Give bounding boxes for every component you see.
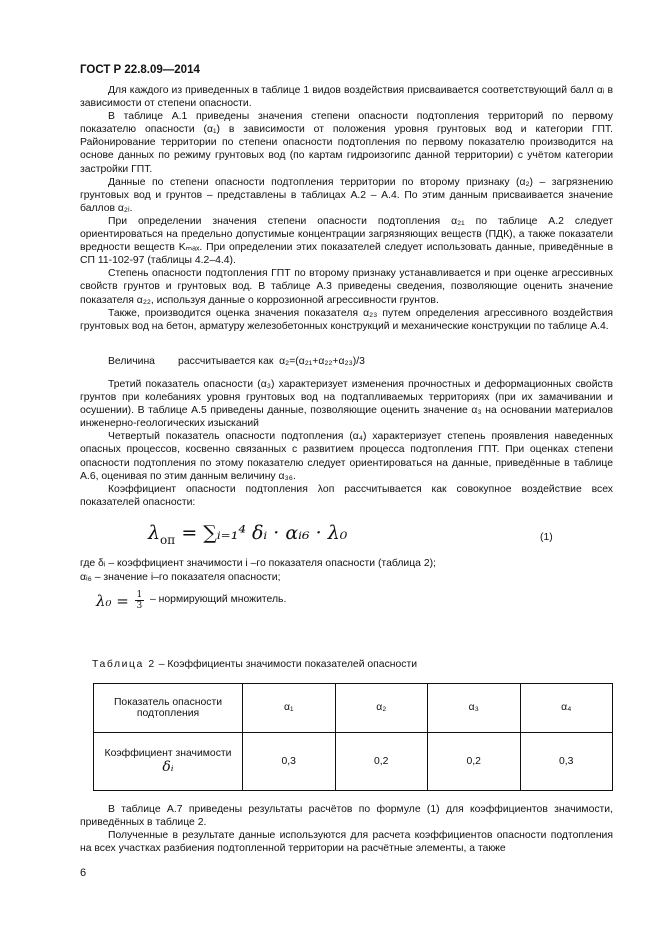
paragraph-10: Коэффициент опасности подтопления λоп рассчитывается как совокупное воздействие всех показателей опасности: [80,483,613,508]
paragraph-6: Также, производится оценка значения показателя α₂₃ путем определения агрессивного воздействия грунтовых вод на бетон, арматуру железобетонных конструкций и механические конструкции по таблице А.4. [80,307,613,332]
paragraph-4: При определении значения степени опасности подтопления α₂₁ по таблице А.2 следует ориентироваться на предельно допустимые концентрации загрязняющих веществ (ПДК), а также показатели вредности веществ Kₘₐₓ. При определении этих показателей следует использовать данные, приведённые в СП 11-102-97 (таблицы 4.2–4.4). [80,215,613,267]
paragraph-2: В таблице А.1 приведены значения степени опасности подтопления территорий по первому показателю опасности (α₁) в зависимости от положения уровня грунтовых вод и категории ГПТ. Районирование территории по степени опасности подтопления по первому показателю производится на основе данных по режиму грунтовых вод (по картам гидроизогипс данной территории) с учётом категории застройки ГПТ. [80,111,613,175]
formula-lhs-sub: оп [160,532,176,547]
formula-legend [80,557,613,584]
formula-rhs: = ∑ᵢ₌₁⁴ δᵢ · αᵢ₆ · λ₀ [181,522,348,544]
paragraph-11: В таблице А.7 приведены результаты расчётов по формуле (1) для коэффициентов значимости, приведённых в таблице 2. [80,804,613,829]
paragraph-8: Третий показатель опасности (α₃) характеризует изменения прочностных и деформационных свойств грунтов при колебаниях уровня грунтовых вод на подтапливаемых территориях (при их замачивании и осушении). В таблице А.5 приведены данные, позволяющие оценить значение α₃ на основании материалов инженерно-геологических изысканий [80,379,613,430]
fraction-denominator: 3 [136,601,143,611]
body-text-bottom [80,803,613,855]
row-label: Коэффициент значимости [104,747,232,759]
body-text-lower [80,378,613,509]
table-header-row [94,684,613,733]
lambda0-formula [96,590,144,611]
body-text-middle [80,355,613,368]
table-caption-number: Таблица 2 [92,659,156,670]
header-cell-a4: α₄ [520,684,613,733]
value-cell-a4: 0,3 [520,732,613,790]
paragraph-alpha2-formula: Величина рассчитывается как α₂=(α₂₁+α₂₂+α₂₃)/3 [108,356,365,367]
document-header: ГОСТ Р 22.8.09—2014 [80,64,200,76]
row-symbol: δᵢ [162,758,174,775]
value-cell-a3: 0,2 [428,732,521,790]
header-cell-a3: α₃ [428,684,521,733]
table-row [94,732,613,790]
paragraph-5: Степень опасности подтопления ГПТ по второму признаку устанавливается и при оценке агрессивных свойств грунтов и грунтовых вод. В таблице А.3 приведены сведения, позволяющие оценить значение показателя α₂₂, используя данные о коррозионной агрессивности грунтов. [80,268,613,306]
paragraph-3: Данные по степени опасности подтопления территории по второму признаку (α₂) – загрязнению грунтовых вод и грунтов – представлены в таблицах А.2 – А.4. По этим данным присваивается значение баллов α₂ᵢ. [80,176,613,214]
paragraph-9: Четвертый показатель опасности подтопления (α₄) характеризует степень проявления наведенных опасных процессов, косвенно связанных с развитием процесса подтопления ГПТ. При оценках степени опасности подтопления по этому показателю следует ориентироваться на данные, приведённые в таблице А.6, оценивая по этим данным величину α₃₆. [80,431,613,482]
paragraph-1: Для каждого из приведенных в таблице 1 видов воздействия присваивается соответствующий балл αᵢ в зависимости от степени опасности. [80,85,613,110]
table-caption-title: – Коэффициенты значимости показателей опасности [155,659,418,670]
significance-table [93,683,613,791]
row-label-cell [94,732,243,790]
formula-number: (1) [540,532,553,543]
value-cell-a2: 0,2 [335,732,428,790]
lambda0-symbol: λ₀ = [96,591,129,610]
formula-lhs: λ [148,522,161,544]
formula-1 [148,522,347,547]
page-number: 6 [80,867,87,879]
legend-delta: где δᵢ – коэффициент значимости i –го показателя опасности (таблица 2); [80,558,436,569]
lambda0-fraction [135,590,144,611]
legend-alpha: αᵢ₆ – значение i–го показателя опасности; [80,571,281,583]
value-cell-a1: 0,3 [243,732,336,790]
body-text-top [80,84,613,333]
header-cell-a1: α₁ [243,684,336,733]
header-cell-a2: α₂ [335,684,428,733]
fraction-numerator: 1 [136,590,143,600]
table-caption [92,659,417,670]
paragraph-12: Полученные в результате данные используются для расчета коэффициентов опасности подтопления на всех участках разбиения подтопленной территории на расчётные элементы, а также [80,830,613,855]
lambda0-description: – нормирующий множитель. [150,594,287,605]
header-cell-indicator: Показатель опасности подтопления [94,684,243,733]
